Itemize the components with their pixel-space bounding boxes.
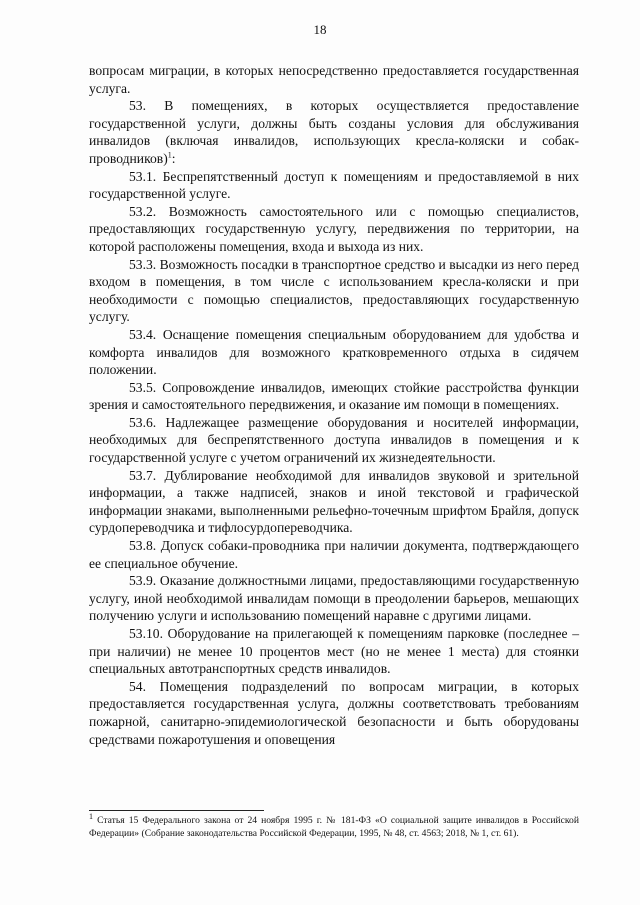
paragraph-53-5: 53.5. Сопровождение инвалидов, имеющих стойкие расстройства функции зрения и самостоятельного передвижения, и оказание им помощи в помещениях. [89,379,579,413]
paragraph-53-2: 53.2. Возможность самостоятельного или с помощью специалистов, предоставляющих государственную услугу, передвижения по территории, на которой расположены помещения, входа и выхода из них. [89,203,579,254]
paragraph-53-10: 53.10. Оборудование на прилегающей к помещениям парковке (последнее – при наличии) не менее 10 процентов мест (но не менее 1 места) для стоянки специальных автотранспортных средств инвалидов. [89,626,579,677]
paragraph-53-9: 53.9. Оказание должностными лицами, предоставляющими государственную услугу, иной необходимой инвалидам помощи в преодолении барьеров, мешающих получению услуги и использованию помещений наравне с другими лицами. [89,573,579,624]
document-body [89,62,579,748]
footnote-reference[interactable]: 1 [167,150,172,160]
paragraph-53-8: 53.8. Допуск собаки-проводника при наличии документа, подтверждающего ее специальное обучение. [89,538,579,571]
paragraph-53-1: 53.1. Беспрепятственный доступ к помещениям и предоставляемой в них государственной услуге. [89,168,579,202]
paragraph-53-7: 53.7. Дублирование необходимой для инвалидов звуковой и зрительной информации, а также надписей, знаков и иной текстовой и графической информации знаками, выполненными рельефно-точечным шрифтом Брайля, допуск сурдопереводчика и тифлосурдопереводчика. [89,467,579,536]
paragraph-53 [89,97,579,167]
paragraph-53-text: 53. В помещениях, в которых осуществляется предоставление государственной услуги, должны быть созданы условия для обслуживания инвалидов (включая инвалидов, использующих кресла-коляски и собак-проводников) [89,98,579,166]
paragraph-53-colon: : [171,150,176,166]
paragraph-53-6: 53.6. Надлежащее размещение оборудования и носителей информации, необходимых для беспрепятственного доступа инвалидов в помещения и к государственной услуге с учетом ограничений их жизнедеятельности. [89,414,579,466]
footnote-text: Статья 15 Федерального закона от 24 ноября 1995 г. № 181-ФЗ «О социальной защите инвалидов в Российской Федерации» (Собрание законодательства Российской Федерации, 1995, № 48, ст. 4563; 2018, № 1, ст. 61). [89,815,579,839]
paragraph-53-4: 53.4. Оснащение помещения специальным оборудованием для удобства и комфорта инвалидов для возможного кратковременного отдыха в сидячем положении. [89,326,579,378]
paragraph-54: 54. Помещения подразделений по вопросам миграции, в которых предоставляется государственная услуга, должны соответствовать требованиям пожарной, санитарно-эпидемиологической безопасности и быть оборудованы средствами пожаротушения и оповещения [89,678,579,747]
footnote-separator [89,810,264,811]
paragraph-53-3: 53.3. Возможность посадки в транспортное средство и высадки из него перед входом в помещения, в том числе с использованием кресла-коляски и при необходимости с помощью специалистов, предоставляющих государственную услугу. [89,256,579,325]
footnote-marker: 1 [89,811,93,821]
footnote [89,811,579,840]
paragraph-continuation: вопросам миграции, в которых непосредственно предоставляется государственная услуга. [89,63,579,96]
page-number: 18 [313,22,327,37]
